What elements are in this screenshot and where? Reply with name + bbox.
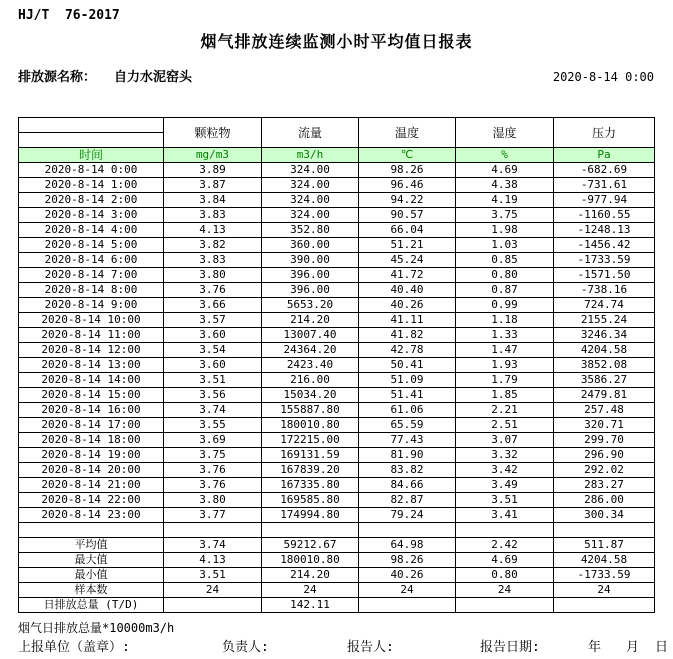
- time-cell: 2020-8-14 1:00: [19, 178, 164, 193]
- value-cell: 172215.00: [262, 433, 359, 448]
- value-cell: 324.00: [262, 208, 359, 223]
- col-header-pressure: 压力: [554, 118, 655, 148]
- table-row: [19, 328, 655, 343]
- value-cell: 3.55: [164, 418, 262, 433]
- value-cell: 0.99: [456, 298, 554, 313]
- time-cell: 2020-8-14 6:00: [19, 253, 164, 268]
- page-title: 烟气排放连续监测小时平均值日报表: [200, 32, 473, 51]
- time-cell: 2020-8-14 3:00: [19, 208, 164, 223]
- table-row: [19, 388, 655, 403]
- value-cell: -1733.59: [554, 253, 655, 268]
- value-cell: 174994.80: [262, 508, 359, 523]
- value-cell: 324.00: [262, 178, 359, 193]
- value-cell: 40.40: [359, 283, 456, 298]
- value-cell: 1.98: [456, 223, 554, 238]
- value-cell: 3246.34: [554, 328, 655, 343]
- unit-humidity: %: [456, 148, 554, 163]
- value-cell: 1.47: [456, 343, 554, 358]
- unit-row: [19, 148, 655, 163]
- reporting-unit-label: 上报单位（盖章）:: [18, 640, 130, 655]
- spacer-cell: [19, 523, 164, 538]
- value-cell: 51.21: [359, 238, 456, 253]
- value-cell: [456, 598, 554, 613]
- value-cell: 13007.40: [262, 328, 359, 343]
- value-cell: 4.13: [164, 223, 262, 238]
- value-cell: -1733.59: [554, 568, 655, 583]
- value-cell: 3.51: [164, 568, 262, 583]
- value-cell: 283.27: [554, 478, 655, 493]
- time-cell: 2020-8-14 12:00: [19, 343, 164, 358]
- value-cell: 3852.08: [554, 358, 655, 373]
- value-cell: 2.21: [456, 403, 554, 418]
- value-cell: 300.34: [554, 508, 655, 523]
- table-row: [19, 223, 655, 238]
- value-cell: 257.48: [554, 403, 655, 418]
- source-name-block: [18, 66, 192, 85]
- value-cell: 81.90: [359, 448, 456, 463]
- value-cell: 180010.80: [262, 418, 359, 433]
- time-cell: 2020-8-14 7:00: [19, 268, 164, 283]
- value-cell: 3.51: [164, 373, 262, 388]
- time-cell: 2020-8-14 14:00: [19, 373, 164, 388]
- value-cell: 59212.67: [262, 538, 359, 553]
- value-cell: 3.77: [164, 508, 262, 523]
- value-cell: 1.85: [456, 388, 554, 403]
- value-cell: 3.07: [456, 433, 554, 448]
- summary-label-cell: 日排放总量 (T/D): [19, 598, 164, 613]
- time-cell: 2020-8-14 21:00: [19, 478, 164, 493]
- summary-row: [19, 568, 655, 583]
- value-cell: 3.76: [164, 463, 262, 478]
- header-row-top: [19, 118, 655, 133]
- table-row: [19, 178, 655, 193]
- time-cell: 2020-8-14 5:00: [19, 238, 164, 253]
- summary-row: [19, 538, 655, 553]
- value-cell: 2.51: [456, 418, 554, 433]
- data-rows: [19, 163, 655, 523]
- time-column-header: 时间: [19, 148, 164, 163]
- table-row: [19, 193, 655, 208]
- value-cell: 724.74: [554, 298, 655, 313]
- source-label: 排放源名称：: [18, 70, 97, 85]
- value-cell: -738.16: [554, 283, 655, 298]
- value-cell: 390.00: [262, 253, 359, 268]
- summary-row: [19, 583, 655, 598]
- value-cell: 2479.81: [554, 388, 655, 403]
- col-header-temperature: 温度: [359, 118, 456, 148]
- value-cell: 1.03: [456, 238, 554, 253]
- value-cell: 24: [262, 583, 359, 598]
- table-row: [19, 373, 655, 388]
- value-cell: 142.11: [262, 598, 359, 613]
- time-cell: 2020-8-14 18:00: [19, 433, 164, 448]
- day-label: 日: [655, 640, 669, 655]
- value-cell: -731.61: [554, 178, 655, 193]
- value-cell: 320.71: [554, 418, 655, 433]
- value-cell: -1571.50: [554, 268, 655, 283]
- value-cell: 511.87: [554, 538, 655, 553]
- value-cell: 3.41: [456, 508, 554, 523]
- value-cell: 0.87: [456, 283, 554, 298]
- value-cell: 3.74: [164, 538, 262, 553]
- col-header-humidity: 湿度: [456, 118, 554, 148]
- summary-row: [19, 553, 655, 568]
- summary-rows: [19, 538, 655, 613]
- value-cell: 3586.27: [554, 373, 655, 388]
- value-cell: 3.87: [164, 178, 262, 193]
- time-cell: 2020-8-14 9:00: [19, 298, 164, 313]
- value-cell: 50.41: [359, 358, 456, 373]
- spacer-cell: [554, 523, 655, 538]
- value-cell: 94.22: [359, 193, 456, 208]
- value-cell: 352.80: [262, 223, 359, 238]
- time-cell: 2020-8-14 4:00: [19, 223, 164, 238]
- report-table: [18, 117, 655, 613]
- value-cell: 15034.20: [262, 388, 359, 403]
- value-cell: 98.26: [359, 163, 456, 178]
- value-cell: 82.87: [359, 493, 456, 508]
- value-cell: 3.32: [456, 448, 554, 463]
- value-cell: 3.75: [456, 208, 554, 223]
- value-cell: 0.80: [456, 568, 554, 583]
- summary-label-cell: 平均值: [19, 538, 164, 553]
- value-cell: 5653.20: [262, 298, 359, 313]
- value-cell: 3.80: [164, 493, 262, 508]
- time-cell: 2020-8-14 8:00: [19, 283, 164, 298]
- summary-row: [19, 598, 655, 613]
- value-cell: -1248.13: [554, 223, 655, 238]
- value-cell: -682.69: [554, 163, 655, 178]
- value-cell: 3.82: [164, 238, 262, 253]
- time-cell: 2020-8-14 15:00: [19, 388, 164, 403]
- unit-flow: m3/h: [262, 148, 359, 163]
- time-cell: 2020-8-14 17:00: [19, 418, 164, 433]
- value-cell: 64.98: [359, 538, 456, 553]
- value-cell: [554, 598, 655, 613]
- value-cell: 1.79: [456, 373, 554, 388]
- table-row: [19, 418, 655, 433]
- table-row: [19, 493, 655, 508]
- value-cell: 24: [554, 583, 655, 598]
- value-cell: 45.24: [359, 253, 456, 268]
- value-cell: 2.42: [456, 538, 554, 553]
- value-cell: 3.49: [456, 478, 554, 493]
- responsible-person-label: 负责人:: [222, 640, 269, 655]
- value-cell: 3.76: [164, 478, 262, 493]
- value-cell: 79.24: [359, 508, 456, 523]
- spacer-cell: [359, 523, 456, 538]
- value-cell: 4204.58: [554, 553, 655, 568]
- time-cell: 2020-8-14 13:00: [19, 358, 164, 373]
- col-header-flow: 流量: [262, 118, 359, 148]
- signature-row: [0, 636, 673, 654]
- value-cell: 167839.20: [262, 463, 359, 478]
- value-cell: 286.00: [554, 493, 655, 508]
- report-datetime: 2020-8-14 0:00: [552, 70, 654, 84]
- value-cell: -1456.42: [554, 238, 655, 253]
- value-cell: 324.00: [262, 163, 359, 178]
- source-name: 自力水泥窑头: [114, 70, 193, 85]
- value-cell: 83.82: [359, 463, 456, 478]
- value-cell: 4.19: [456, 193, 554, 208]
- value-cell: 1.33: [456, 328, 554, 343]
- value-cell: 3.56: [164, 388, 262, 403]
- value-cell: 214.20: [262, 313, 359, 328]
- spacer-cell: [456, 523, 554, 538]
- summary-label-cell: 最小值: [19, 568, 164, 583]
- value-cell: 216.00: [262, 373, 359, 388]
- value-cell: 3.51: [456, 493, 554, 508]
- value-cell: 155887.80: [262, 403, 359, 418]
- reporter-label: 报告人:: [347, 640, 394, 655]
- summary-label-cell: 样本数: [19, 583, 164, 598]
- table-row: [19, 268, 655, 283]
- table-row: [19, 448, 655, 463]
- unit-particulate: mg/m3: [164, 148, 262, 163]
- value-cell: 77.43: [359, 433, 456, 448]
- time-cell: 2020-8-14 10:00: [19, 313, 164, 328]
- report-date-label: 报告日期:: [480, 640, 540, 655]
- table-row: [19, 403, 655, 418]
- value-cell: 1.18: [456, 313, 554, 328]
- value-cell: 4.13: [164, 553, 262, 568]
- time-cell: 2020-8-14 16:00: [19, 403, 164, 418]
- value-cell: -977.94: [554, 193, 655, 208]
- source-row: [18, 66, 654, 85]
- time-cell: 2020-8-14 2:00: [19, 193, 164, 208]
- value-cell: 2155.24: [554, 313, 655, 328]
- time-cell: 2020-8-14 0:00: [19, 163, 164, 178]
- value-cell: [359, 598, 456, 613]
- value-cell: 396.00: [262, 268, 359, 283]
- value-cell: 3.84: [164, 193, 262, 208]
- value-cell: 292.02: [554, 463, 655, 478]
- value-cell: 65.59: [359, 418, 456, 433]
- value-cell: 3.42: [456, 463, 554, 478]
- value-cell: 167335.80: [262, 478, 359, 493]
- value-cell: 24364.20: [262, 343, 359, 358]
- value-cell: 3.75: [164, 448, 262, 463]
- value-cell: 90.57: [359, 208, 456, 223]
- value-cell: 3.80: [164, 268, 262, 283]
- value-cell: 214.20: [262, 568, 359, 583]
- value-cell: 3.83: [164, 208, 262, 223]
- table-row: [19, 478, 655, 493]
- value-cell: 24: [164, 583, 262, 598]
- table-row: [19, 208, 655, 223]
- value-cell: 98.26: [359, 553, 456, 568]
- value-cell: 3.74: [164, 403, 262, 418]
- table-row: [19, 163, 655, 178]
- value-cell: 180010.80: [262, 553, 359, 568]
- value-cell: 61.06: [359, 403, 456, 418]
- value-cell: 3.60: [164, 358, 262, 373]
- value-cell: 0.80: [456, 268, 554, 283]
- spacer-cell: [262, 523, 359, 538]
- value-cell: 169585.80: [262, 493, 359, 508]
- table-row: [19, 358, 655, 373]
- table-row: [19, 508, 655, 523]
- value-cell: 396.00: [262, 283, 359, 298]
- value-cell: 3.76: [164, 283, 262, 298]
- value-cell: 3.89: [164, 163, 262, 178]
- year-label: 年: [588, 640, 602, 655]
- summary-label-cell: 最大值: [19, 553, 164, 568]
- value-cell: 1.93: [456, 358, 554, 373]
- table-row: [19, 463, 655, 478]
- unit-temperature: ℃: [359, 148, 456, 163]
- value-cell: 4.38: [456, 178, 554, 193]
- value-cell: 3.69: [164, 433, 262, 448]
- table-row: [19, 343, 655, 358]
- value-cell: 4.69: [456, 553, 554, 568]
- value-cell: 24: [456, 583, 554, 598]
- value-cell: 4.69: [456, 163, 554, 178]
- unit-pressure: Pa: [554, 148, 655, 163]
- value-cell: 360.00: [262, 238, 359, 253]
- value-cell: 3.54: [164, 343, 262, 358]
- col-header-particulate: 颗粒物: [164, 118, 262, 148]
- value-cell: 40.26: [359, 298, 456, 313]
- value-cell: 3.83: [164, 253, 262, 268]
- month-label: 月: [626, 640, 640, 655]
- value-cell: 296.90: [554, 448, 655, 463]
- time-cell: 2020-8-14 19:00: [19, 448, 164, 463]
- value-cell: 0.85: [456, 253, 554, 268]
- value-cell: 4204.58: [554, 343, 655, 358]
- time-cell: 2020-8-14 20:00: [19, 463, 164, 478]
- value-cell: 299.70: [554, 433, 655, 448]
- value-cell: 51.41: [359, 388, 456, 403]
- time-cell: 2020-8-14 22:00: [19, 493, 164, 508]
- value-cell: 3.60: [164, 328, 262, 343]
- value-cell: -1160.55: [554, 208, 655, 223]
- value-cell: 66.04: [359, 223, 456, 238]
- value-cell: 41.72: [359, 268, 456, 283]
- table-row: [19, 253, 655, 268]
- value-cell: [164, 598, 262, 613]
- table-row: [19, 283, 655, 298]
- value-cell: 169131.59: [262, 448, 359, 463]
- value-cell: 84.66: [359, 478, 456, 493]
- value-cell: 324.00: [262, 193, 359, 208]
- value-cell: 24: [359, 583, 456, 598]
- time-cell: 2020-8-14 11:00: [19, 328, 164, 343]
- table-row: [19, 433, 655, 448]
- footer-note: 烟气日排放总量*10000m3/h: [18, 621, 175, 635]
- table-row: [19, 238, 655, 253]
- value-cell: 2423.40: [262, 358, 359, 373]
- standard-number: HJ/T 76-2017: [18, 8, 120, 23]
- value-cell: 40.26: [359, 568, 456, 583]
- value-cell: 41.82: [359, 328, 456, 343]
- table-row: [19, 313, 655, 328]
- table-row: [19, 298, 655, 313]
- value-cell: 96.46: [359, 178, 456, 193]
- value-cell: 3.66: [164, 298, 262, 313]
- value-cell: 3.57: [164, 313, 262, 328]
- value-cell: 41.11: [359, 313, 456, 328]
- spacer-cell: [164, 523, 262, 538]
- spacer-row: [19, 523, 655, 538]
- time-cell: 2020-8-14 23:00: [19, 508, 164, 523]
- value-cell: 42.78: [359, 343, 456, 358]
- corner-cell-bottom: [19, 133, 164, 148]
- value-cell: 51.09: [359, 373, 456, 388]
- corner-cell-top: [19, 118, 164, 133]
